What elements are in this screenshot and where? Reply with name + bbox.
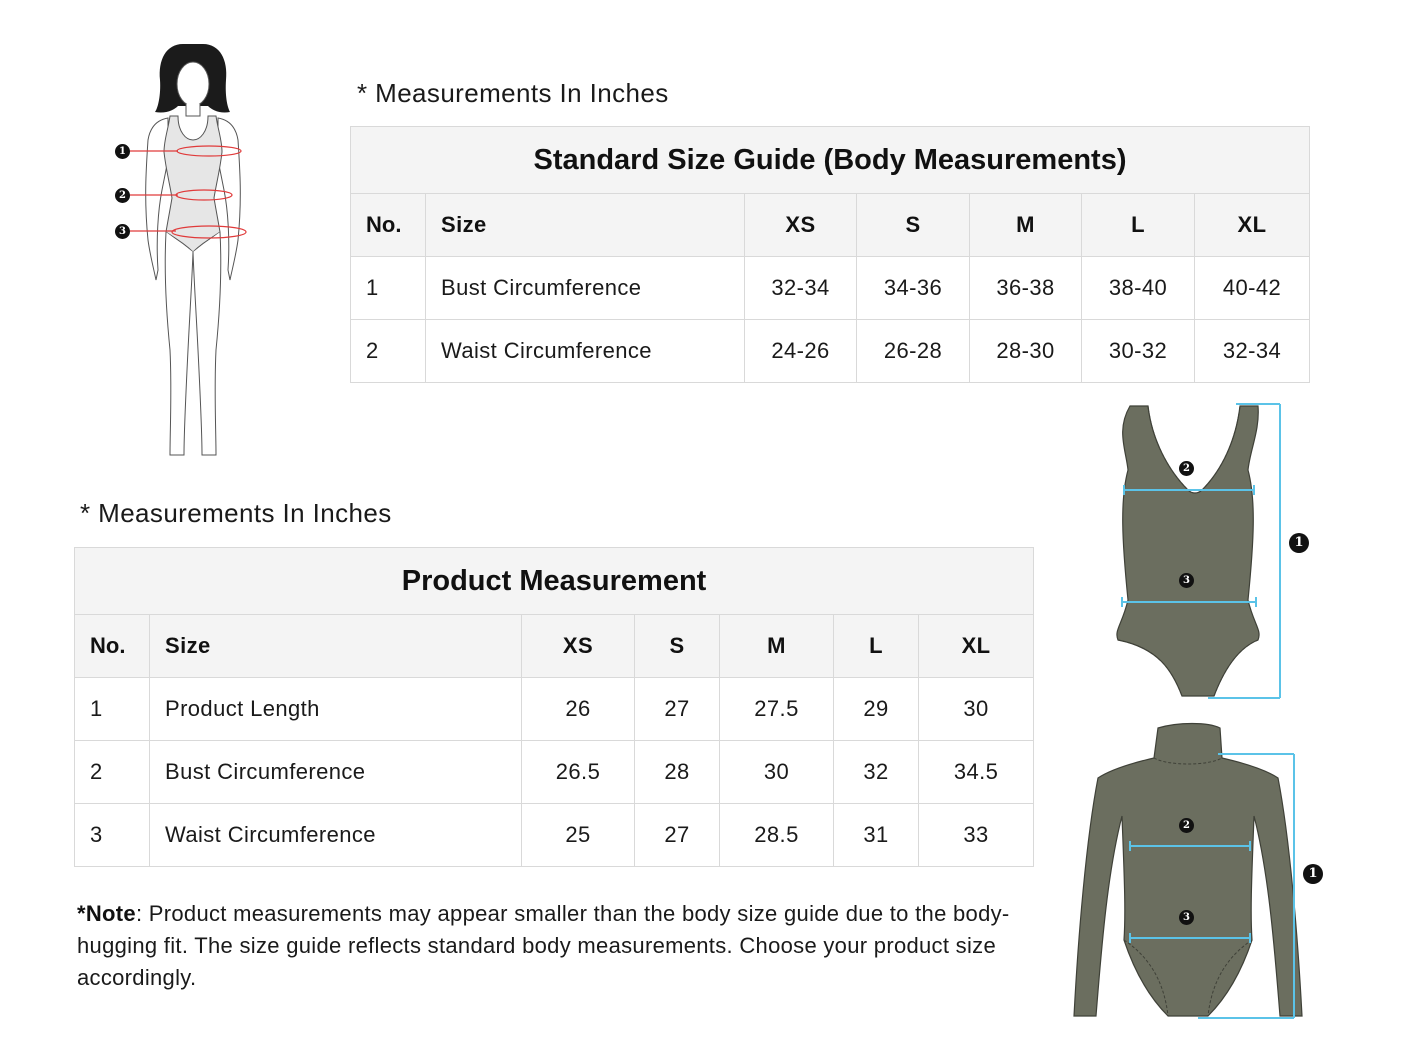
row-no: 2 <box>351 320 426 383</box>
header-l: L <box>834 615 919 678</box>
cell-xl: 32-34 <box>1195 320 1310 383</box>
cell-m: 27.5 <box>720 678 834 741</box>
header-xl: XL <box>919 615 1034 678</box>
cell-l: 31 <box>834 804 919 867</box>
tank-marker-2: 2 <box>1179 461 1194 476</box>
header-s: S <box>635 615 720 678</box>
table-row <box>75 741 1034 804</box>
sleeve-marker-1: 1 <box>1303 864 1323 884</box>
long-sleeve-bodysuit-drawing <box>1068 720 1308 1025</box>
row-no: 3 <box>75 804 150 867</box>
header-no: No. <box>75 615 150 678</box>
cell-l: 38-40 <box>1082 257 1195 320</box>
row-size: Bust Circumference <box>150 741 522 804</box>
cell-s: 34-36 <box>857 257 970 320</box>
tank-marker-3: 3 <box>1179 573 1194 588</box>
table-row <box>351 320 1310 383</box>
cell-m: 28.5 <box>720 804 834 867</box>
cell-s: 28 <box>635 741 720 804</box>
cell-xl: 40-42 <box>1195 257 1310 320</box>
body-marker-2: 2 <box>115 188 130 203</box>
tank-bodysuit-drawing <box>1108 400 1298 705</box>
fit-note <box>77 898 1047 994</box>
cell-xl: 33 <box>919 804 1034 867</box>
table-row <box>351 257 1310 320</box>
row-no: 2 <box>75 741 150 804</box>
table-header-row <box>75 615 1034 678</box>
row-size: Waist Circumference <box>150 804 522 867</box>
header-s: S <box>857 194 970 257</box>
body-guide-unit-note: * Measurements In Inches <box>357 78 669 108</box>
cell-xs: 26.5 <box>522 741 635 804</box>
cell-xl: 34.5 <box>919 741 1034 804</box>
cell-l: 30-32 <box>1082 320 1195 383</box>
female-body-outline <box>108 40 278 465</box>
cell-xs: 24-26 <box>745 320 857 383</box>
header-no: No. <box>351 194 426 257</box>
row-no: 1 <box>351 257 426 320</box>
row-size: Product Length <box>150 678 522 741</box>
table-row <box>75 678 1034 741</box>
header-m: M <box>720 615 834 678</box>
header-m: M <box>970 194 1082 257</box>
row-size: Bust Circumference <box>426 257 745 320</box>
body-figure-illustration <box>108 40 278 465</box>
body-marker-1: 1 <box>115 144 130 159</box>
note-label: *Note <box>77 901 136 926</box>
cell-s: 27 <box>635 804 720 867</box>
header-size: Size <box>426 194 745 257</box>
cell-xs: 32-34 <box>745 257 857 320</box>
cell-l: 32 <box>834 741 919 804</box>
header-size: Size <box>150 615 522 678</box>
cell-s: 27 <box>635 678 720 741</box>
body-marker-3: 3 <box>115 224 130 239</box>
sleeve-marker-3: 3 <box>1179 910 1194 925</box>
product-measurement-table <box>74 547 1034 867</box>
cell-xs: 25 <box>522 804 635 867</box>
tank-bodysuit-illustration <box>1108 400 1298 705</box>
long-sleeve-bodysuit-illustration <box>1068 720 1308 1025</box>
note-text: : Product measurements may appear smaller than the body size guide due to the body-hugging fit. The size guide reflects standard body measurements. Choose your product size accordingly. <box>77 901 1010 990</box>
product-guide-unit-note: * Measurements In Inches <box>80 498 392 528</box>
body-size-guide-table <box>350 126 1310 383</box>
tank-marker-1: 1 <box>1289 533 1309 553</box>
row-no: 1 <box>75 678 150 741</box>
body-guide-title: Standard Size Guide (Body Measurements) <box>351 127 1310 194</box>
product-guide-title: Product Measurement <box>75 548 1034 615</box>
table-row <box>75 804 1034 867</box>
header-xs: XS <box>745 194 857 257</box>
header-l: L <box>1082 194 1195 257</box>
header-xs: XS <box>522 615 635 678</box>
cell-xs: 26 <box>522 678 635 741</box>
cell-xl: 30 <box>919 678 1034 741</box>
cell-m: 28-30 <box>970 320 1082 383</box>
sleeve-marker-2: 2 <box>1179 818 1194 833</box>
cell-m: 30 <box>720 741 834 804</box>
cell-s: 26-28 <box>857 320 970 383</box>
header-xl: XL <box>1195 194 1310 257</box>
row-size: Waist Circumference <box>426 320 745 383</box>
cell-l: 29 <box>834 678 919 741</box>
cell-m: 36-38 <box>970 257 1082 320</box>
table-header-row <box>351 194 1310 257</box>
